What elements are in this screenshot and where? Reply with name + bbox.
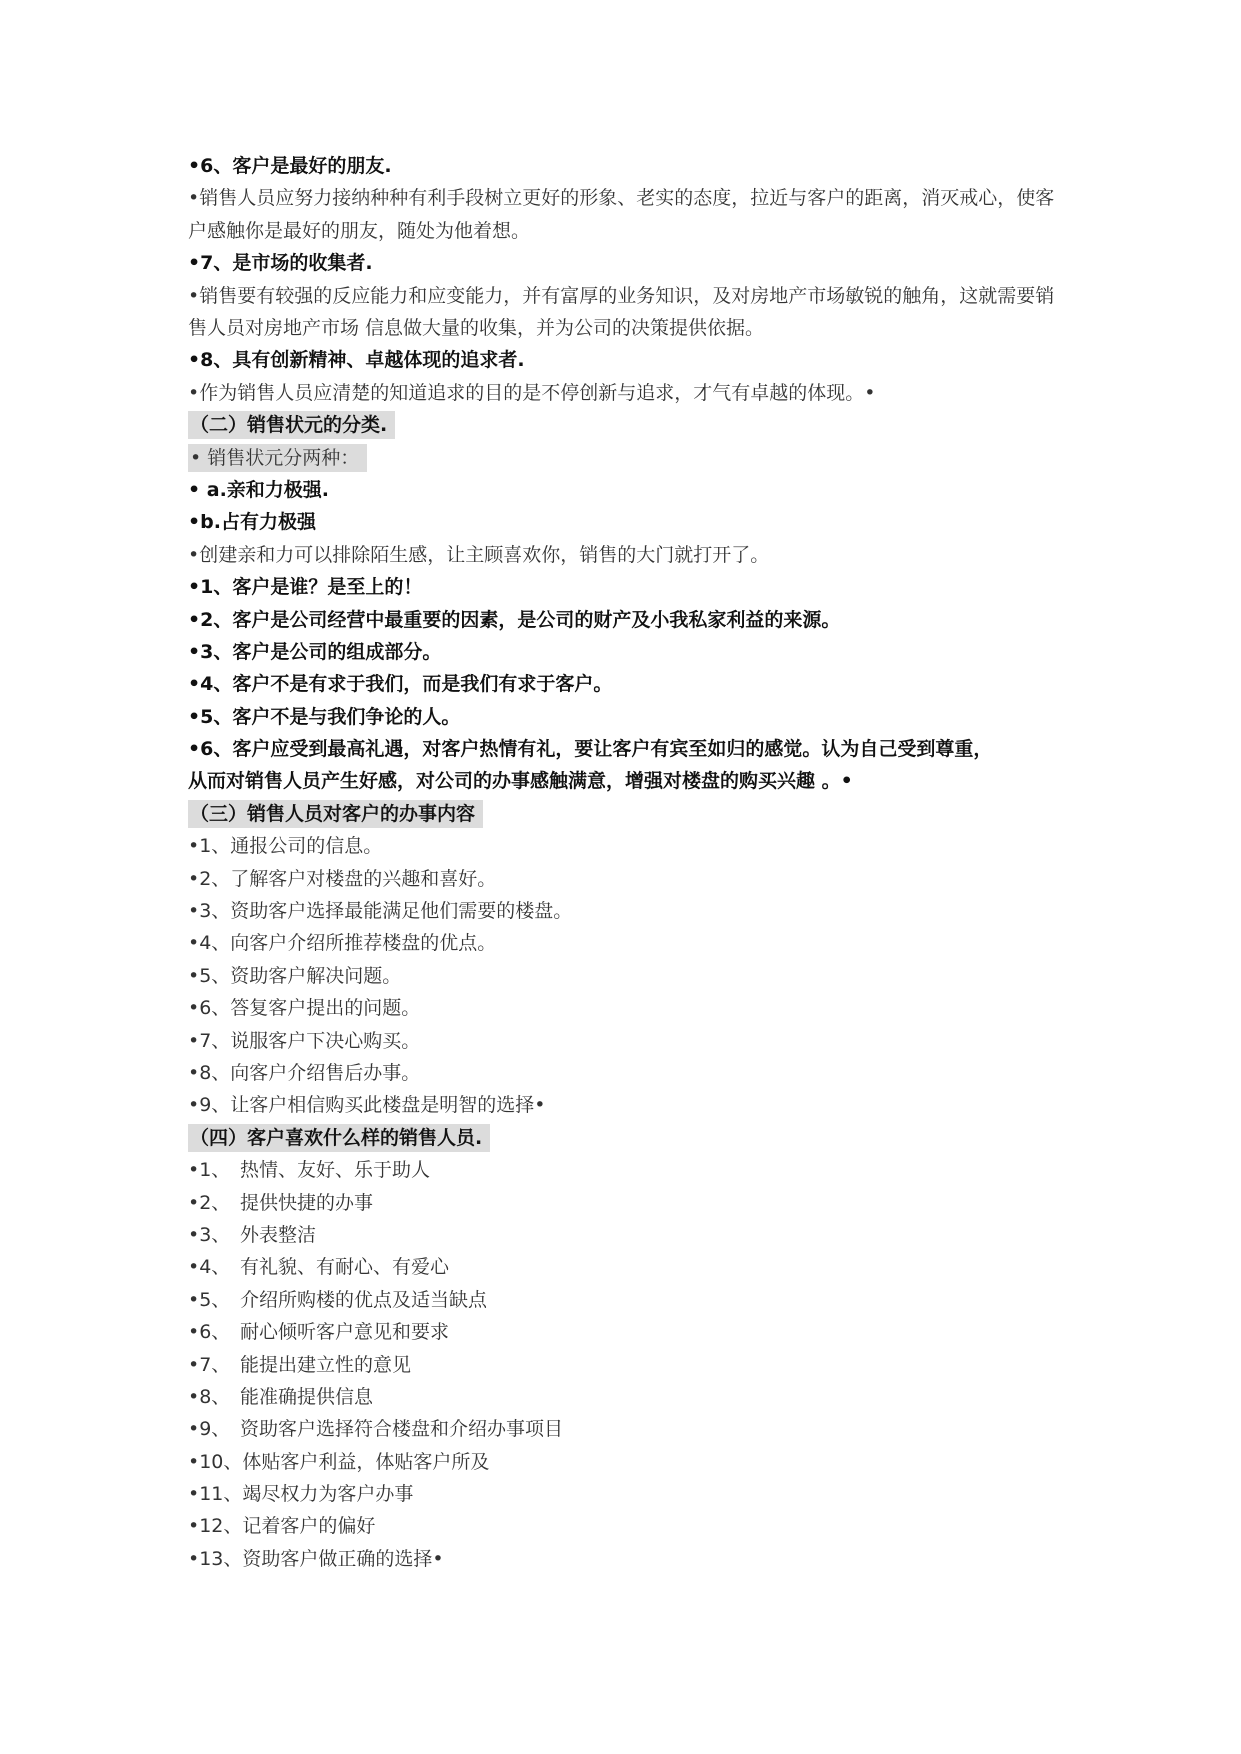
section-heading-row — [188, 1122, 1058, 1154]
list-text: 提供快捷的办事 — [240, 1191, 374, 1214]
list-item: •3、资助客户选择最能满足他们需要的楼盘。 — [188, 900, 573, 923]
section-heading-row — [188, 798, 1058, 830]
summary-text: •创建亲和力可以排除陌生感，让主顾喜欢你，销售的大门就打开了。 — [188, 543, 770, 566]
list-item: •1、通报公司的信息。 — [188, 835, 383, 858]
document-body — [188, 150, 1058, 1575]
section-heading: （四）客户喜欢什么样的销售人员. — [188, 1124, 490, 1152]
list-text: 介绍所购楼的优点及适当缺点 — [240, 1288, 488, 1311]
list-number: •9、 — [188, 1418, 231, 1441]
list-number: •7、 — [188, 1353, 231, 1376]
list-number: •4、 — [188, 1256, 231, 1279]
item-title: •6、客户是最好的朋友. — [188, 155, 392, 177]
list-number: •3、 — [188, 1223, 231, 1246]
item-title: •8、具有创新精神、卓越体现的追求者. — [188, 349, 525, 372]
item-body: •销售要有较强的反应能力和应变能力，并有富厚的业务知识，及对房地产市场敏锐的触角，这就需要销售人员对房地产市场 信息做大量的收集，并为公司的决策提供依据。 — [188, 284, 1055, 339]
list-item: •9、让客户相信购买此楼盘是明智的选择• — [188, 1094, 546, 1117]
list-item: •8、向客户介绍售后办事。 — [188, 1062, 421, 1084]
list-number: •6、 — [188, 1321, 231, 1344]
list-item: •1、客户是谁？是至上的！ — [188, 576, 423, 599]
section-heading: （三）销售人员对客户的办事内容 — [188, 800, 483, 828]
list-item: •3、客户是公司的组成部分。 — [188, 640, 442, 663]
list-item-continuation: 从而对销售人员产生好感，对公司的办事感触满意，增强对楼盘的购买兴趣 。• — [188, 770, 853, 793]
list-text: 能提出建立性的意见 — [240, 1353, 412, 1376]
section-heading-row — [188, 409, 1058, 441]
list-item: •7、说服客户下决心购买。 — [188, 1029, 421, 1052]
list-item — [188, 1219, 1058, 1251]
list-item: •6、答复客户提出的问题。 — [188, 997, 421, 1020]
list-item: •13、资助客户做正确的选择• — [188, 1547, 444, 1570]
list-item — [188, 1187, 1058, 1219]
item-title: •7、是市场的收集者. — [188, 252, 373, 275]
list-item: •12、记着客户的偏好 — [188, 1515, 376, 1538]
item-body: •作为销售人员应清楚的知道追求的目的是不停创新与追求，才气有卓越的体现。• — [188, 381, 876, 404]
list-item: •6、客户应受到最高礼遇，对客户热情有礼，要让客户有宾至如归的感觉。认为自己受到尊重， — [188, 738, 993, 761]
list-item — [188, 1316, 1058, 1348]
list-number: •8、 — [188, 1385, 231, 1408]
list-item: •2、客户是公司经营中最重要的因素，是公司的财产及小我私家利益的来源。 — [188, 608, 841, 631]
list-text: 能准确提供信息 — [240, 1385, 374, 1408]
section-subheading-row — [188, 442, 1058, 474]
item-body: •销售人员应努力接纳种种有利手段树立更好的形象、老实的态度，拉近与客户的距离，消灭戒心，使客户感触你是最好的朋友，随处为他着想。 — [188, 187, 1055, 242]
list-item — [188, 1154, 1058, 1186]
list-number: •5、 — [188, 1288, 231, 1311]
list-item: •11、竭尽权力为客户办事 — [188, 1483, 414, 1506]
type-b: •b.占有力极强 — [188, 511, 316, 534]
section-heading: （二）销售状元的分类. — [188, 411, 395, 439]
list-item — [188, 1251, 1058, 1283]
type-a: • a.亲和力极强. — [188, 478, 330, 501]
list-item: •2、了解客户对楼盘的兴趣和喜好。 — [188, 867, 497, 890]
list-item — [188, 1284, 1058, 1316]
list-item: •5、资助客户解决问题。 — [188, 964, 402, 987]
list-number: •1、 — [188, 1159, 231, 1182]
list-item — [188, 1381, 1058, 1413]
list-item: •10、体贴客户利益，体贴客户所及 — [188, 1450, 490, 1473]
list-item — [188, 1349, 1058, 1381]
list-text: 有礼貌、有耐心、有爱心 — [240, 1256, 450, 1279]
list-item: •4、向客户介绍所推荐楼盘的优点。 — [188, 932, 497, 955]
list-text: 耐心倾听客户意见和要求 — [240, 1321, 450, 1344]
section-subheading: • 销售状元分两种： — [188, 444, 367, 472]
list-number: •2、 — [188, 1191, 231, 1214]
list-text: 热情、友好、乐于助人 — [240, 1159, 431, 1182]
list-text: 外表整洁 — [240, 1223, 317, 1246]
list-item: •4、客户不是有求于我们，而是我们有求于客户。 — [188, 673, 613, 696]
list-text: 资助客户选择符合楼盘和介绍办事项目 — [240, 1418, 564, 1441]
list-item: •5、客户不是与我们争论的人。 — [188, 705, 461, 728]
list-item — [188, 1413, 1058, 1445]
